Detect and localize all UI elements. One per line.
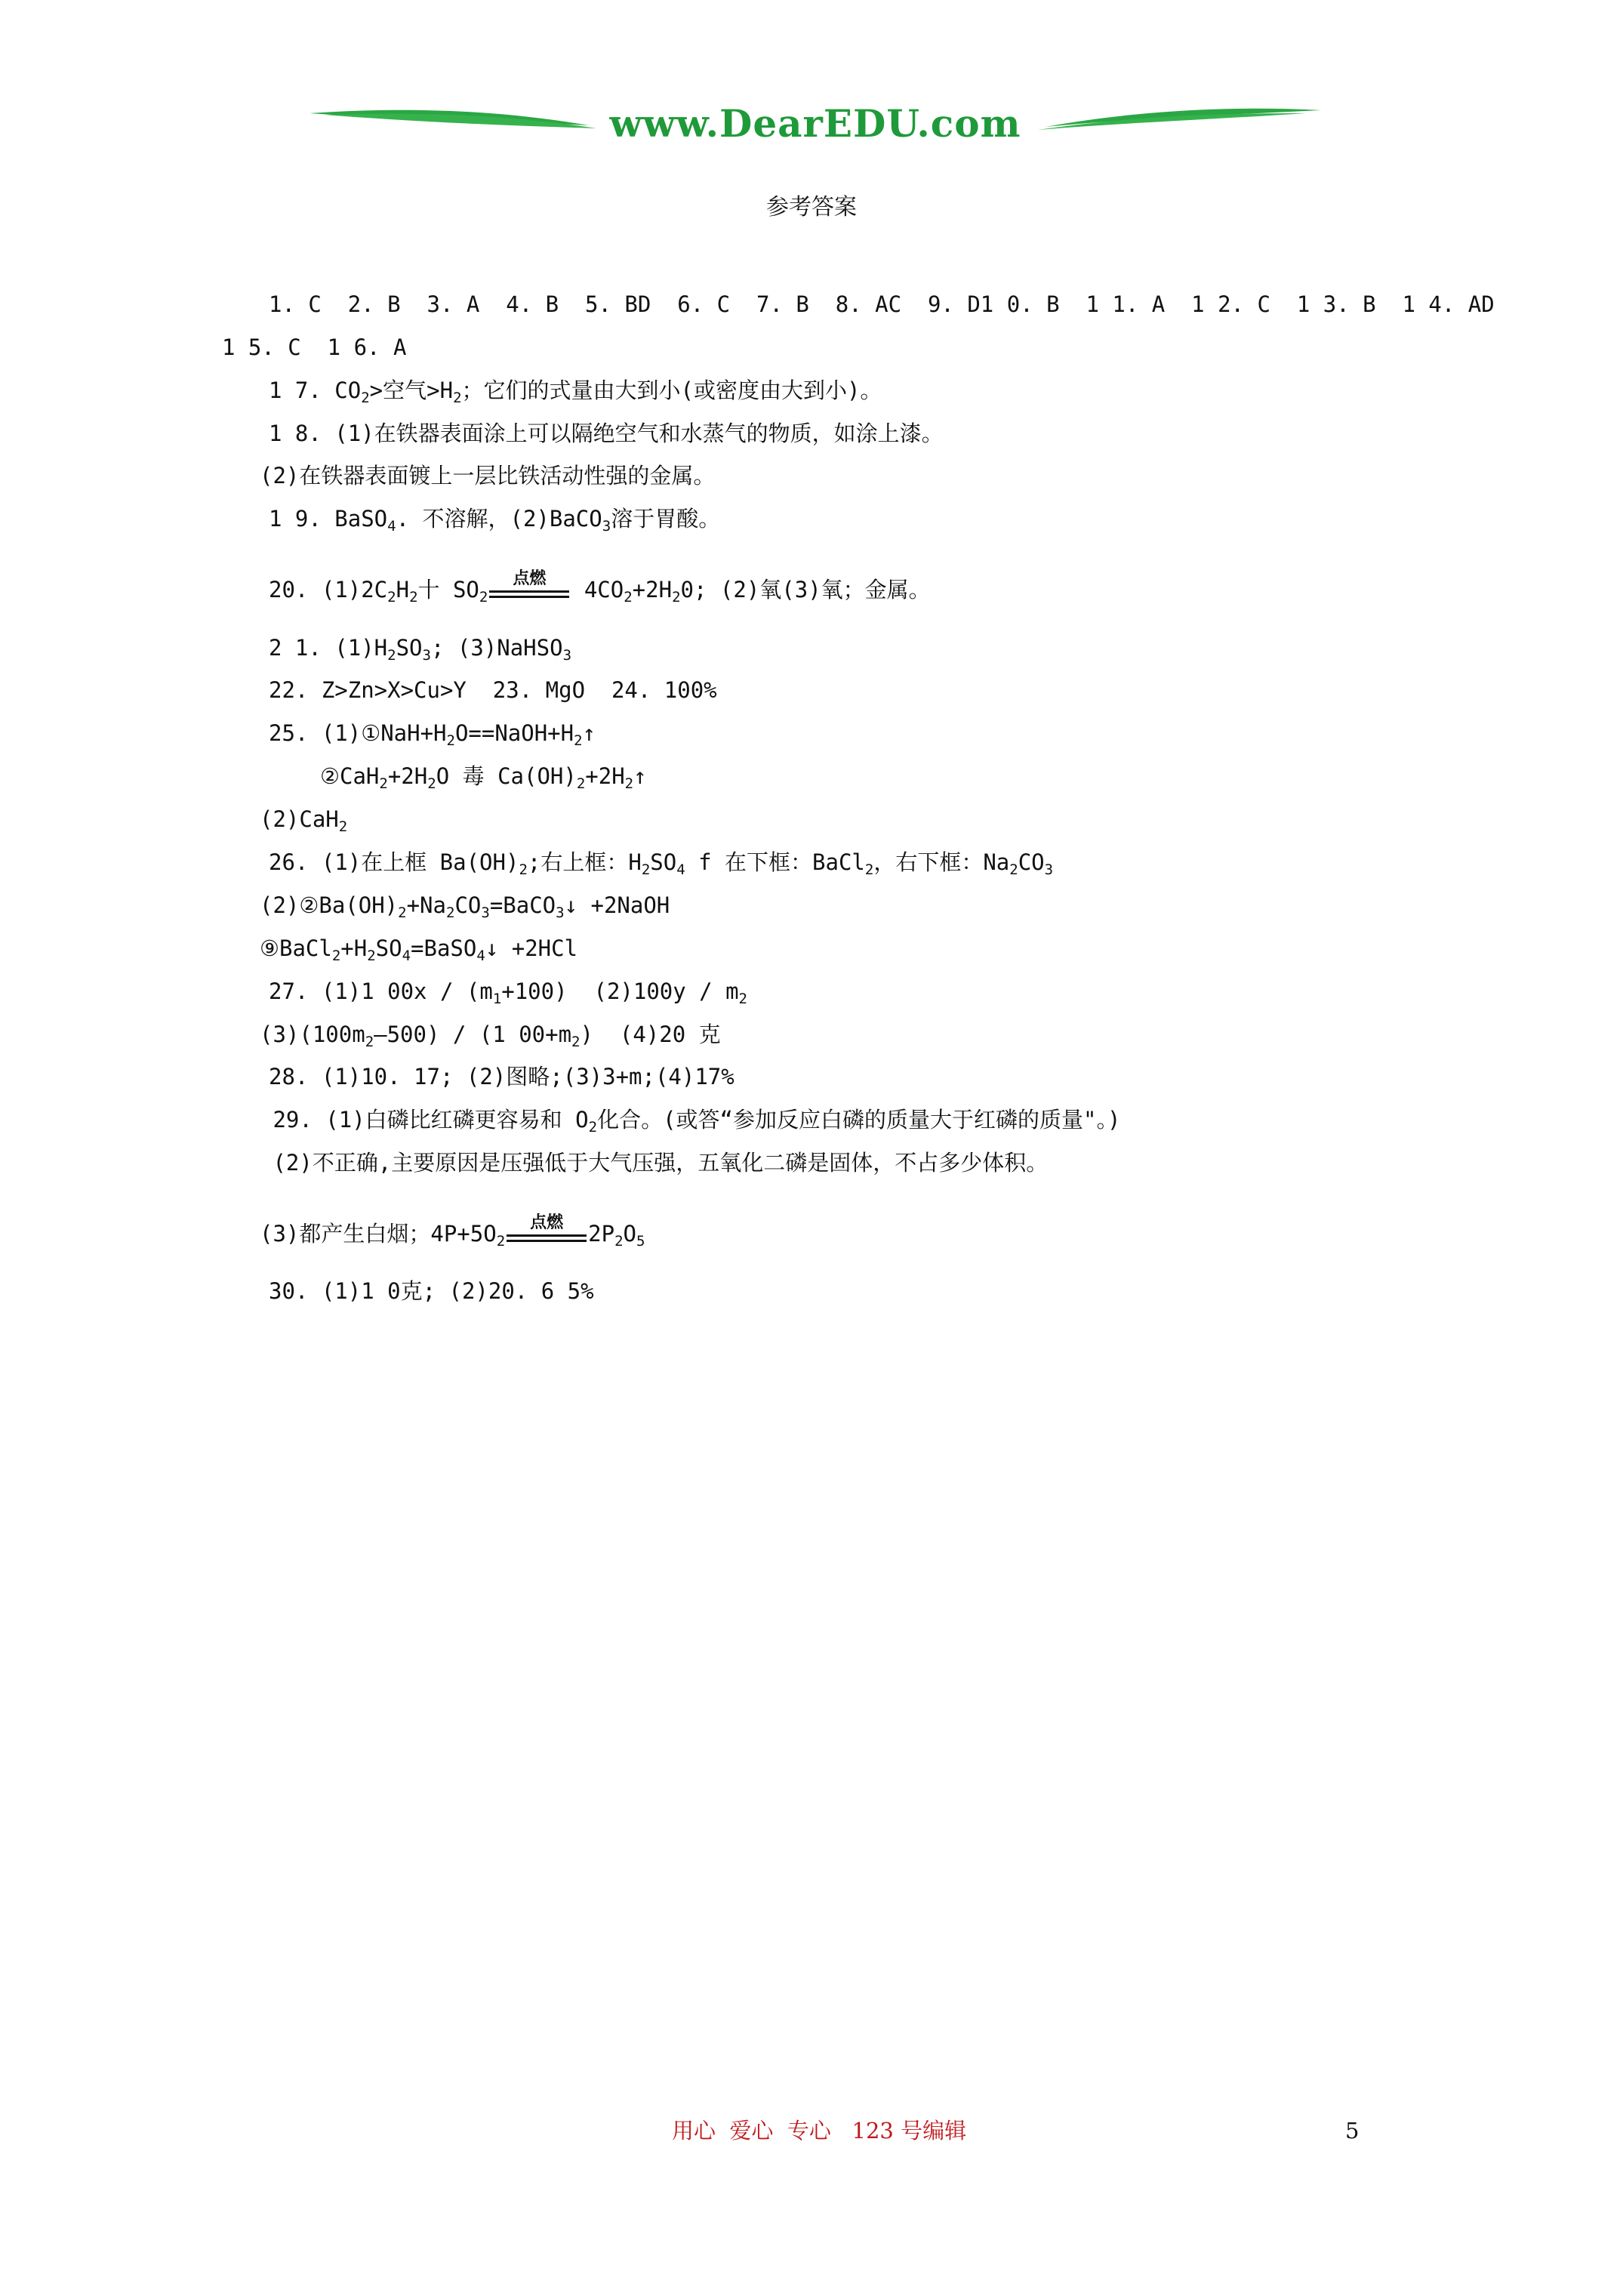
answer-q19: 1 9. BaSO$_4$. 不溶解，(2)BaCO$_3$溶于胃酸。	[269, 506, 721, 535]
site-banner	[310, 98, 1321, 151]
page-title: 参考答案	[766, 194, 857, 220]
answer-q20: 20. $(1)2C_2H_2$十 $SO_2$ 点燃 $4CO_2+2H_20$; (2)氧(3)氧；金属。	[269, 569, 931, 606]
answer-q27-1: 27. (1)1 $00x / (m_1+100)$ $(2)100y / m_2$	[269, 978, 747, 1007]
answer-line-mc-2: 1 5. C 1 6. A	[222, 334, 407, 360]
reaction-condition-arrow: 点燃	[505, 1219, 588, 1249]
answer-line-mc-1: 1. C 2. B 3. A 4. B 5. BD 6. C 7. B 8. AC 9. D1 0. B 1 1. A 1 2. C 1 3. B 1 4. AD	[269, 291, 1495, 317]
answer-q30: 30. (1)1 0克; (2)20. 6 5%	[269, 1278, 594, 1304]
answer-q17: 1 7. $CO_2>$空气$>H_2$；它们的式量由大到小(或密度由大到小)。	[269, 378, 882, 406]
reaction-condition-arrow: 点燃	[488, 575, 571, 605]
answer-q21: 2 1. $(1)H_2SO_3$; (3)NaHSO$_3$	[269, 635, 572, 664]
answer-q18-2: (2)在铁器表面镀上一层比铁活动性强的金属。	[260, 463, 716, 488]
answer-q26-2: $(2)②Ba(OH)_2+Na_2CO_3=BaCO_3↓$ +2NaOH	[260, 892, 670, 921]
answer-q27-2: $(3)(100m_2—500) / (1$ $00+m_2$) (4)20 克	[260, 1022, 721, 1050]
answer-q26-3: $⑨BaCl_2+H_2SO_4=BaSO_4↓ +2HCl$	[260, 935, 578, 964]
answer-q22-24: 22. Z>Zn>X>Cu>Y 23. MgO 24. 100%	[269, 677, 717, 703]
answer-q29-1: 29. (1)白磷比红磷更容易和 $O_2$化合。(或答“参加反应白磷的质量大于红磷的质量"。)	[260, 1107, 1121, 1136]
page-number: 5	[1345, 2118, 1360, 2143]
answer-q25-2: $②CaH_2+2H_2O$ 毒 $Ca(OH)_2+2H_2↑$	[320, 763, 647, 792]
answer-q25-3: (2)CaH$_2$	[260, 806, 348, 835]
answer-q28: 28. (1)10. 17; (2)图略;(3)3+m;(4)17%	[269, 1064, 735, 1089]
answer-q25-1: 25. $(1)①NaH+H_2O==NaOH+H_2↑$	[269, 720, 596, 749]
answer-q29-3: (3)都产生白烟；$4P+5O_2$ 点燃 $2P_2O_5$	[260, 1213, 645, 1250]
answer-q18-1: 1 8. (1)在铁器表面涂上可以隔绝空气和水蒸气的物质，如涂上漆。	[269, 421, 944, 446]
footer-slogan: 用心 爱心 专心 123 号编辑	[672, 2118, 967, 2143]
answer-q26-1: 26. (1)在上框 $Ba(OH)_2$;右上框：$H_2SO_4$ f 在下框：BaCl$_2$，右下框：$Na_2CO_3$	[269, 849, 1054, 878]
site-url: www.DearEDU.com	[609, 101, 1021, 146]
answer-q29-2: (2)不正确,主要原因是压强低于大气压强，五氧化二磷是固体，不占多少体积。	[260, 1150, 1049, 1176]
